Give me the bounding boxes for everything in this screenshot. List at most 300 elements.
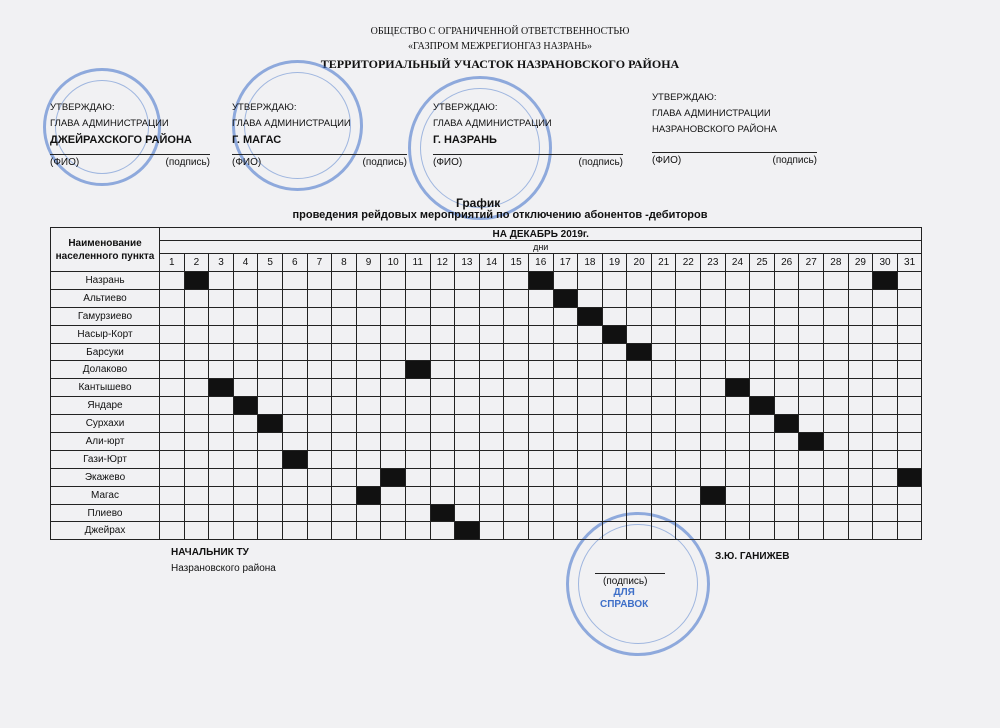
day-cell [455, 272, 480, 290]
day-cell [332, 289, 357, 307]
day-number-header: 4 [233, 254, 258, 272]
scheduled-day-cell [873, 272, 898, 290]
day-cell [676, 307, 701, 325]
day-cell [897, 325, 922, 343]
day-cell [356, 522, 381, 540]
schedule-table [50, 227, 922, 540]
day-cell [479, 272, 504, 290]
day-cell [184, 307, 209, 325]
day-cell [824, 325, 849, 343]
day-cell [282, 397, 307, 415]
day-cell [307, 343, 332, 361]
day-cell [799, 379, 824, 397]
day-cell [676, 379, 701, 397]
day-cell [627, 397, 652, 415]
day-cell [504, 468, 529, 486]
day-number-header: 21 [651, 254, 676, 272]
day-cell [233, 343, 258, 361]
day-cell [282, 522, 307, 540]
signature-label: (подпись) [603, 576, 648, 587]
day-cell [848, 433, 873, 451]
table-row [51, 289, 922, 307]
scheduled-day-cell [233, 397, 258, 415]
day-cell [356, 289, 381, 307]
day-cell [799, 486, 824, 504]
day-cell [528, 450, 553, 468]
day-cell [381, 450, 406, 468]
day-cell [701, 450, 726, 468]
day-cell [381, 486, 406, 504]
day-cell [332, 325, 357, 343]
day-cell [381, 379, 406, 397]
day-cell [602, 361, 627, 379]
locality-name: Долаково [51, 361, 160, 379]
day-cell [528, 343, 553, 361]
day-cell [405, 504, 430, 522]
day-cell [725, 343, 750, 361]
day-cell [233, 468, 258, 486]
day-cell [233, 361, 258, 379]
day-cell [332, 504, 357, 522]
day-cell [233, 325, 258, 343]
day-cell [356, 325, 381, 343]
scheduled-day-cell [528, 272, 553, 290]
day-cell [602, 272, 627, 290]
day-cell [160, 433, 185, 451]
column-header-locality: Наименование населенного пункта [51, 228, 160, 272]
day-cell [430, 486, 455, 504]
day-number-header: 13 [455, 254, 480, 272]
day-cell [750, 307, 775, 325]
day-cell [676, 522, 701, 540]
day-cell [848, 307, 873, 325]
sign-label: (подпись) [362, 157, 407, 168]
day-cell [701, 343, 726, 361]
day-cell [897, 272, 922, 290]
table-row [51, 397, 922, 415]
day-cell [725, 272, 750, 290]
day-cell [258, 486, 283, 504]
day-cell [455, 325, 480, 343]
day-cell [701, 415, 726, 433]
day-cell [774, 343, 799, 361]
day-cell [627, 307, 652, 325]
day-cell [282, 289, 307, 307]
day-cell [701, 522, 726, 540]
day-cell [233, 522, 258, 540]
day-cell [553, 361, 578, 379]
day-cell [332, 415, 357, 433]
day-cell [209, 397, 234, 415]
approval-block [433, 100, 623, 171]
day-cell [578, 379, 603, 397]
day-cell [184, 343, 209, 361]
day-cell [651, 307, 676, 325]
day-cell [307, 272, 332, 290]
day-number-header: 1 [160, 254, 185, 272]
day-cell [258, 325, 283, 343]
locality-name: Али-юрт [51, 433, 160, 451]
day-cell [553, 397, 578, 415]
day-number-header: 2 [184, 254, 209, 272]
day-cell [209, 361, 234, 379]
day-cell [701, 379, 726, 397]
day-cell [651, 522, 676, 540]
day-cell [405, 379, 430, 397]
day-cell [774, 504, 799, 522]
day-cell [356, 307, 381, 325]
day-cell [651, 343, 676, 361]
day-cell [897, 397, 922, 415]
day-cell [578, 343, 603, 361]
org-name-line1: ОБЩЕСТВО С ОГРАНИЧЕННОЙ ОТВЕТСТВЕННОСТЬЮ [370, 26, 630, 37]
day-cell [209, 325, 234, 343]
day-cell [701, 504, 726, 522]
day-cell [455, 307, 480, 325]
day-cell [799, 361, 824, 379]
day-cell [725, 397, 750, 415]
day-cell [479, 468, 504, 486]
day-number-header: 19 [602, 254, 627, 272]
day-cell [381, 361, 406, 379]
day-number-header: 15 [504, 254, 529, 272]
day-cell [725, 486, 750, 504]
day-cell [528, 361, 553, 379]
day-cell [504, 522, 529, 540]
scheduled-day-cell [455, 522, 480, 540]
day-cell [824, 397, 849, 415]
day-cell [627, 415, 652, 433]
day-cell [725, 289, 750, 307]
day-cell [848, 415, 873, 433]
day-cell [701, 272, 726, 290]
day-cell [873, 450, 898, 468]
day-cell [307, 397, 332, 415]
day-cell [504, 361, 529, 379]
scheduled-day-cell [578, 307, 603, 325]
day-cell [553, 272, 578, 290]
day-cell [160, 361, 185, 379]
approval-label: УТВЕРЖДАЮ: [433, 102, 498, 113]
day-cell [553, 325, 578, 343]
day-cell [873, 504, 898, 522]
day-cell [184, 450, 209, 468]
day-cell [701, 325, 726, 343]
day-cell [750, 379, 775, 397]
day-cell [676, 468, 701, 486]
day-cell [651, 486, 676, 504]
day-cell [725, 325, 750, 343]
day-cell [381, 325, 406, 343]
day-cell [184, 486, 209, 504]
day-cell [602, 289, 627, 307]
day-cell [528, 379, 553, 397]
day-cell [725, 504, 750, 522]
day-cell [258, 468, 283, 486]
day-cell [824, 361, 849, 379]
day-cell [479, 325, 504, 343]
day-cell [676, 415, 701, 433]
sign-label: (подпись) [772, 155, 817, 166]
day-cell [602, 468, 627, 486]
day-cell [528, 504, 553, 522]
day-cell [209, 450, 234, 468]
day-cell [332, 433, 357, 451]
signature-line [50, 154, 210, 171]
scheduled-day-cell [799, 433, 824, 451]
day-number-header: 24 [725, 254, 750, 272]
approval-role: ГЛАВА АДМИНИСТРАЦИИ [652, 108, 771, 119]
scheduled-day-cell [430, 504, 455, 522]
day-cell [160, 325, 185, 343]
schedule-subtitle: проведения рейдовых мероприятий по отключению абонентов -дебиторов [292, 209, 708, 221]
day-number-header: 28 [824, 254, 849, 272]
day-cell [504, 379, 529, 397]
day-cell [381, 343, 406, 361]
day-cell [774, 397, 799, 415]
locality-name: Магас [51, 486, 160, 504]
day-cell [233, 379, 258, 397]
day-cell [430, 307, 455, 325]
day-cell [848, 504, 873, 522]
day-cell [602, 486, 627, 504]
day-cell [160, 272, 185, 290]
day-cell [381, 272, 406, 290]
day-cell [627, 486, 652, 504]
day-cell [381, 307, 406, 325]
day-cell [282, 468, 307, 486]
day-cell [750, 504, 775, 522]
day-cell [332, 450, 357, 468]
locality-name: Экажево [51, 468, 160, 486]
day-cell [405, 450, 430, 468]
day-cell [209, 468, 234, 486]
day-number-header: 31 [897, 254, 922, 272]
day-cell [430, 289, 455, 307]
day-cell [258, 522, 283, 540]
day-cell [307, 522, 332, 540]
day-cell [405, 433, 430, 451]
day-cell [799, 522, 824, 540]
day-cell [602, 397, 627, 415]
day-cell [184, 468, 209, 486]
table-row [51, 325, 922, 343]
day-cell [282, 379, 307, 397]
stamp-text-line1: ДЛЯ [613, 587, 635, 598]
day-cell [824, 415, 849, 433]
day-cell [627, 379, 652, 397]
day-cell [455, 361, 480, 379]
day-cell [430, 522, 455, 540]
day-cell [676, 361, 701, 379]
day-cell [651, 504, 676, 522]
day-cell [356, 450, 381, 468]
day-cell [701, 468, 726, 486]
day-cell [455, 486, 480, 504]
day-cell [676, 289, 701, 307]
day-cell [627, 325, 652, 343]
day-cell [725, 415, 750, 433]
day-cell [578, 450, 603, 468]
day-cell [701, 307, 726, 325]
day-cell [479, 343, 504, 361]
day-cell [356, 272, 381, 290]
day-cell [897, 289, 922, 307]
day-cell [897, 415, 922, 433]
day-number-header: 29 [848, 254, 873, 272]
day-cell [307, 504, 332, 522]
locality-name: Гази-Юрт [51, 450, 160, 468]
day-cell [578, 289, 603, 307]
schedule-body [51, 272, 922, 540]
day-number-header: 26 [774, 254, 799, 272]
approval-place: НАЗРАНОВСКОГО РАЙОНА [652, 124, 777, 135]
day-cell [209, 272, 234, 290]
day-cell [282, 343, 307, 361]
day-cell [848, 361, 873, 379]
day-cell [332, 468, 357, 486]
table-row [51, 486, 922, 504]
day-cell [307, 307, 332, 325]
day-cell [356, 343, 381, 361]
day-cell [602, 415, 627, 433]
scheduled-day-cell [750, 397, 775, 415]
day-cell [430, 272, 455, 290]
day-cell [578, 415, 603, 433]
day-cell [725, 433, 750, 451]
day-cell [824, 433, 849, 451]
day-cell [209, 343, 234, 361]
day-cell [799, 504, 824, 522]
day-cell [184, 504, 209, 522]
day-cell [160, 450, 185, 468]
table-row [51, 450, 922, 468]
day-cell [602, 433, 627, 451]
day-cell [160, 379, 185, 397]
day-cell [578, 397, 603, 415]
day-cell [332, 379, 357, 397]
day-cell [627, 433, 652, 451]
day-cell [897, 361, 922, 379]
day-number-header: 3 [209, 254, 234, 272]
day-cell [651, 361, 676, 379]
day-cell [578, 272, 603, 290]
day-cell [160, 486, 185, 504]
approval-label: УТВЕРЖДАЮ: [652, 92, 717, 103]
day-number-header: 17 [553, 254, 578, 272]
day-cell [282, 325, 307, 343]
day-cell [258, 379, 283, 397]
day-cell [332, 522, 357, 540]
org-name-line3: ТЕРРИТОРИАЛЬНЫЙ УЧАСТОК НАЗРАНОВСКОГО РАЙОНА [320, 57, 680, 71]
approval-block [232, 100, 407, 171]
day-cell [479, 361, 504, 379]
day-cell [725, 361, 750, 379]
day-cell [209, 486, 234, 504]
day-cell [430, 468, 455, 486]
day-cell [479, 522, 504, 540]
day-number-header: 11 [405, 254, 430, 272]
scheduled-day-cell [553, 289, 578, 307]
day-cell [332, 307, 357, 325]
day-cell [873, 325, 898, 343]
day-cell [455, 289, 480, 307]
day-cell [381, 397, 406, 415]
approval-place: Г. МАГАС [232, 134, 282, 146]
day-cell [774, 325, 799, 343]
day-cell [627, 289, 652, 307]
table-row [51, 468, 922, 486]
day-cell [430, 450, 455, 468]
day-cell [282, 361, 307, 379]
day-cell [479, 289, 504, 307]
day-cell [725, 450, 750, 468]
org-name-line2: «ГАЗПРОМ МЕЖРЕГИОНГАЗ НАЗРАНЬ» [407, 41, 593, 52]
day-cell [184, 522, 209, 540]
day-cell [701, 397, 726, 415]
locality-name: Альтиево [51, 289, 160, 307]
day-numbers-row [51, 254, 922, 272]
day-cell [282, 433, 307, 451]
day-cell [750, 415, 775, 433]
day-cell [627, 272, 652, 290]
day-cell [307, 486, 332, 504]
scheduled-day-cell [602, 325, 627, 343]
day-cell [455, 343, 480, 361]
day-cell [651, 379, 676, 397]
day-cell [307, 433, 332, 451]
locality-name: Барсуки [51, 343, 160, 361]
day-cell [184, 361, 209, 379]
signature-line [595, 573, 665, 574]
day-cell [479, 397, 504, 415]
scheduled-day-cell [701, 486, 726, 504]
day-number-header: 12 [430, 254, 455, 272]
day-cell [578, 361, 603, 379]
day-number-header: 8 [332, 254, 357, 272]
day-number-header: 22 [676, 254, 701, 272]
day-cell [258, 272, 283, 290]
day-cell [356, 397, 381, 415]
day-cell [455, 468, 480, 486]
day-cell [701, 289, 726, 307]
table-row [51, 504, 922, 522]
day-cell [873, 361, 898, 379]
day-cell [897, 450, 922, 468]
day-cell [848, 272, 873, 290]
day-cell [381, 433, 406, 451]
day-cell [528, 307, 553, 325]
day-cell [258, 361, 283, 379]
day-cell [873, 433, 898, 451]
day-cell [897, 343, 922, 361]
approval-place: Г. НАЗРАНЬ [433, 134, 497, 146]
day-cell [455, 415, 480, 433]
table-row [51, 361, 922, 379]
day-cell [873, 486, 898, 504]
day-cell [282, 415, 307, 433]
day-cell [405, 325, 430, 343]
locality-name: Сурхахи [51, 415, 160, 433]
day-cell [209, 307, 234, 325]
day-cell [553, 379, 578, 397]
approval-role: ГЛАВА АДМИНИСТРАЦИИ [232, 118, 351, 129]
day-cell [381, 415, 406, 433]
locality-name: Джейрах [51, 522, 160, 540]
day-cell [627, 361, 652, 379]
day-cell [873, 289, 898, 307]
day-cell [651, 433, 676, 451]
